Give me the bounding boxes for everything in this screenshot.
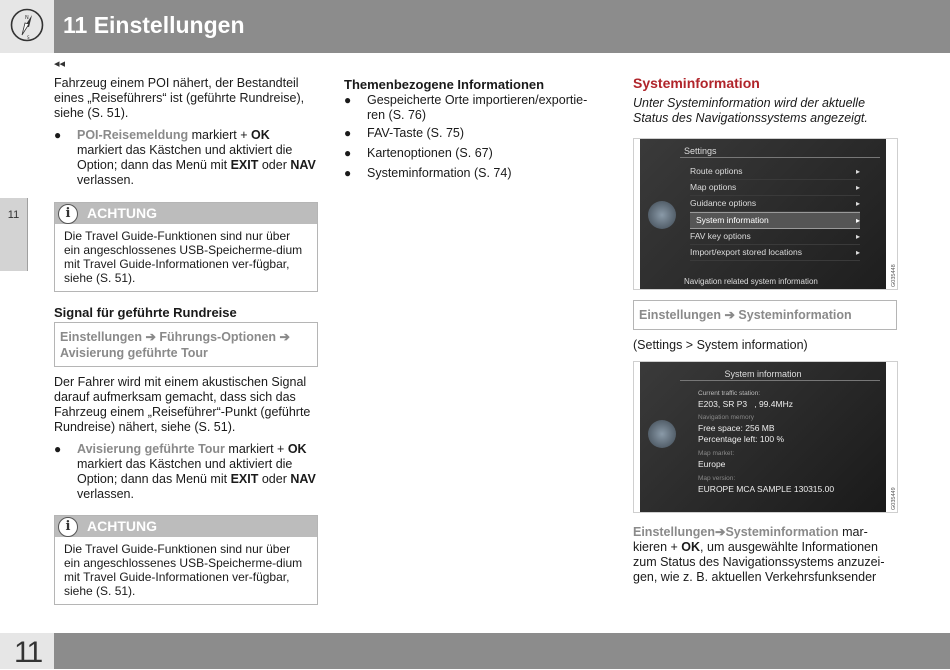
text-fragment: markiert das Kästchen und aktiviert die Option; dann das Menü mit xyxy=(77,143,293,172)
bullet-dot: ● xyxy=(344,93,352,107)
settings-menu-label: Guidance options xyxy=(690,198,757,208)
related-link-item[interactable] xyxy=(344,126,599,141)
exit-button-ref: EXIT xyxy=(230,158,259,172)
bullet-text xyxy=(77,442,316,502)
screen-header: Settings xyxy=(684,146,717,156)
related-link-text[interactable]: Kartenoptionen (S. 67) xyxy=(367,146,493,160)
text-fragment: markiert + xyxy=(224,442,288,456)
screen-footer: Navigation related system information xyxy=(684,277,818,286)
info-value: Free space: 256 MB xyxy=(698,423,775,433)
footer-bar xyxy=(0,633,950,669)
text-fragment: mar-kieren + xyxy=(633,525,868,554)
info-label: Map version: xyxy=(698,475,736,482)
related-info-title: Themenbezogene Informationen xyxy=(344,77,545,92)
related-link-item[interactable] xyxy=(344,93,599,123)
divider xyxy=(680,157,880,158)
arrow-right-icon: ➔ xyxy=(714,525,726,539)
settings-menu-list xyxy=(690,164,860,261)
image-code: G035449 xyxy=(891,487,897,510)
chapter-tab-number: 11 xyxy=(7,209,20,221)
screen-settings xyxy=(640,139,886,289)
chevron-right-icon: ▸ xyxy=(855,248,860,257)
bullet-dot: ● xyxy=(344,126,352,140)
signal-paragraph: Der Fahrer wird mit einem akustischen Signal darauf aufmerksam gemacht, dass sich das Fahrzeug einem „Reiseführer“-Punkt (geführte Rundreise) nähert, siehe (S. 51). xyxy=(54,375,311,434)
menu-item-reference: POI-Reisemeldung xyxy=(77,128,189,142)
settings-gear-icon xyxy=(648,201,676,229)
info-value: E203, SR P3 , 99.4MHz xyxy=(698,399,793,409)
warning-title: ACHTUNG xyxy=(87,518,157,534)
warning-box xyxy=(54,202,318,292)
related-link-item[interactable] xyxy=(344,146,599,161)
warning-info-icon: i xyxy=(58,204,78,224)
menu-item-reference: Avisierung geführte Tour xyxy=(77,442,225,456)
warning-info-icon: i xyxy=(58,517,78,537)
text-fragment: oder xyxy=(258,472,291,486)
menu-path-box xyxy=(54,322,318,367)
bullet-dot: ● xyxy=(344,146,352,160)
section-title: Signal für geführte Rundreise xyxy=(54,305,237,320)
related-link-text[interactable]: Gespeicherte Orte importieren/exportie-ren (S. 76) xyxy=(367,93,588,122)
related-link-item[interactable] xyxy=(344,166,599,181)
bullet-dot: ● xyxy=(344,166,352,180)
settings-menu-item[interactable] xyxy=(690,164,860,180)
path-step: Systeminformation xyxy=(738,308,852,322)
ok-button-ref: OK xyxy=(287,442,307,456)
settings-menu-label: Route options xyxy=(690,166,743,176)
arrow-right-icon: ➔ xyxy=(145,330,156,344)
info-label: Navigation memory xyxy=(698,414,754,421)
ok-button-ref: OK xyxy=(681,540,701,554)
intro-paragraph: Fahrzeug einem POI nähert, der Bestandteil eines „Reiseführers“ ist (geführte Rundreise), siehe (S. 51). xyxy=(54,76,305,120)
chevron-right-icon: ▸ xyxy=(855,232,860,241)
image-code: G035448 xyxy=(891,264,897,287)
info-label: Current traffic station: xyxy=(698,390,761,397)
related-link-text[interactable]: FAV-Taste (S. 75) xyxy=(367,126,465,140)
settings-menu-label: Map options xyxy=(690,182,737,192)
nav-button-ref: NAV xyxy=(290,158,316,172)
bullet-poi-reisemeldung xyxy=(54,128,316,190)
closing-paragraph xyxy=(633,525,895,585)
warning-text: Die Travel Guide-Funktionen sind nur über ein angeschlossenes USB-Speicherme-dium mit Travel Guide-Informationen ver-fügbar, siehe (S. 51). xyxy=(64,542,303,598)
svg-text:N: N xyxy=(25,15,29,21)
text-fragment: oder xyxy=(258,158,291,172)
arrow-right-icon: ➔ xyxy=(724,308,735,322)
screenshot-frame xyxy=(633,138,898,290)
warning-title: ACHTUNG xyxy=(87,205,157,221)
text-fragment: verlassen. xyxy=(77,173,134,187)
settings-menu-label: FAV key options xyxy=(690,231,751,241)
exit-button-ref: EXIT xyxy=(230,472,259,486)
settings-menu-item[interactable] xyxy=(690,245,860,261)
compass-icon xyxy=(10,8,44,42)
info-value: Europe xyxy=(698,459,726,469)
bullet-dot: ● xyxy=(54,442,62,456)
settings-menu-item[interactable] xyxy=(690,196,860,212)
text-fragment: markiert + xyxy=(188,128,252,142)
path-step: Führungs-Optionen xyxy=(159,330,277,344)
info-value: EUROPE MCA SAMPLE 130315.00 xyxy=(698,484,835,494)
section-subtitle: Unter Systeminformation wird der aktuelle Status des Navigationssystems angezeigt. xyxy=(633,96,868,125)
continued-marker-icon: ◂◂ xyxy=(54,58,66,70)
settings-menu-item[interactable] xyxy=(690,229,860,245)
info-value: Percentage left: 100 % xyxy=(698,434,785,444)
settings-menu-label: System information xyxy=(696,215,769,225)
footer-chapter-number: 11 xyxy=(14,636,42,669)
path-step: Einstellungen xyxy=(639,308,721,322)
path-step: Einstellungen xyxy=(633,525,715,539)
settings-menu-label: Import/export stored locations xyxy=(690,247,802,257)
divider xyxy=(680,380,880,381)
path-step: Avisierung geführte Tour xyxy=(60,346,208,360)
warning-text: Die Travel Guide-Funktionen sind nur über ein angeschlossenes USB-Speicherme-dium mit Travel Guide-Informationen ver-fügbar, siehe (S. 51). xyxy=(64,229,303,285)
section-title-red: Systeminformation xyxy=(633,75,760,91)
path-step: Einstellungen xyxy=(60,330,142,344)
chevron-right-icon: ▸ xyxy=(855,183,860,192)
page-title: 11 Einstellungen xyxy=(63,12,245,38)
arrow-right-icon: ➔ xyxy=(279,330,291,344)
text-fragment: markiert das Kästchen und aktiviert die Option; dann das Menü mit xyxy=(77,457,293,486)
bullet-dot: ● xyxy=(54,128,62,142)
related-link-text[interactable]: Systeminformation (S. 74) xyxy=(367,166,512,180)
screenshot-frame xyxy=(633,361,898,513)
bullet-text xyxy=(77,128,316,188)
nav-button-ref: NAV xyxy=(290,472,316,486)
ok-button-ref: OK xyxy=(251,128,270,142)
settings-path-text: (Settings > System information) xyxy=(633,338,808,352)
warning-box xyxy=(54,515,318,605)
screen-header: System information xyxy=(724,369,802,379)
path-step: Systeminformation xyxy=(725,525,839,539)
text-fragment: verlassen. xyxy=(77,487,134,501)
screen-system-info xyxy=(640,362,886,512)
menu-path-box xyxy=(633,300,897,330)
settings-menu-item[interactable] xyxy=(690,212,860,229)
bullet-avisierung xyxy=(54,442,316,504)
settings-gear-icon xyxy=(648,420,676,448)
svg-text:S: S xyxy=(27,35,30,40)
chevron-right-icon: ▸ xyxy=(855,167,860,176)
chevron-right-icon: ▸ xyxy=(855,216,860,225)
settings-menu-item[interactable] xyxy=(690,180,860,196)
info-label: Map market: xyxy=(698,450,735,457)
chevron-right-icon: ▸ xyxy=(855,199,860,208)
text-fragment: , um ausgewählte Informationen zum Status des Navigationssystems anzuzei-gen, wie z. B. aktuellen Verkehrsfunksender xyxy=(633,540,885,584)
